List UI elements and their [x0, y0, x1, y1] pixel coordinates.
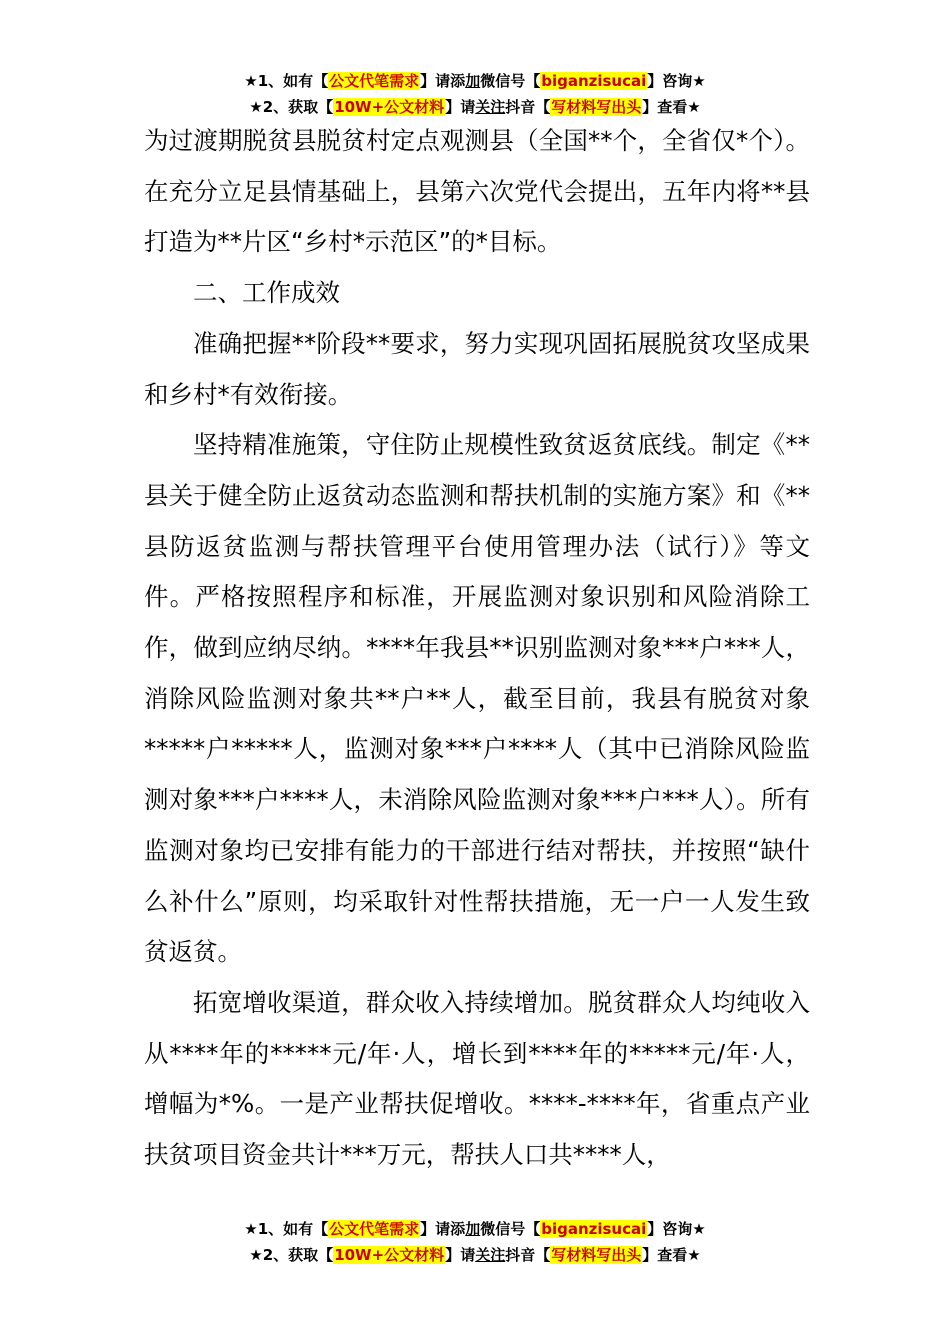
banner-line-1: ★1、如有【公文代笔需求】请添加微信号【biganzisucai】咨询★ — [244, 1220, 706, 1238]
section-heading: 二、工作成效 — [193, 278, 340, 308]
paragraph: 坚持精准施策，守住防止规模性致贫返贫底线。制定《**县关于健全防止返贫动态监测和帮扶机制的实施方案》和《**县防返贫监测与帮扶管理平台使用管理办法（试行）》等文件。严格按照程序和标准，开展监测对象识别和风险消除工作，做到应纳尽纳。****年我县**识别监测对象***户***人，消除风险监测对象共**户**人，截至目前，我县有脱贫对象*****户*****人，监测对象***户****人（其中已消除风险监测对象***户****人，未消除风险监测对象***户***人）。所有监测对象均已安排有能力的干部进行结对帮扶，并按照“缺什么补什么”原则，均采取针对性帮扶措施，无一户一人发生致贫返贫。 — [144, 430, 810, 967]
highlight-douyin: 写材料写出头 — [551, 98, 642, 116]
highlight-materials: 10W+公文材料 — [334, 1246, 445, 1264]
highlight-materials: 10W+公文材料 — [334, 98, 445, 116]
highlight-service: 公文代笔需求 — [329, 72, 420, 90]
highlight-wechat-id: biganzisucai — [541, 1220, 647, 1238]
highlight-douyin: 写材料写出头 — [551, 1246, 642, 1264]
banner-line-1: ★1、如有【公文代笔需求】请添加微信号【biganzisucai】咨询★ — [244, 72, 706, 90]
paragraph-continued: 为过渡期脱贫县脱贫村定点观测县（全国**个，全省仅*个）。在充分立足县情基础上，县第六次党代会提出，五年内将**县打造为**片区“乡村*示范区”的*目标。 — [144, 126, 810, 257]
highlight-wechat-id: biganzisucai — [541, 72, 647, 90]
document-body — [144, 116, 810, 1181]
paragraph: 拓宽增收渠道，群众收入持续增加。脱贫群众人均纯收入从****年的*****元/年·人，增长到****年的*****元/年·人，增幅为*%。一是产业帮扶促增收。****-****年，省重点产业扶贫项目资金共计***万元，帮扶人口共****人， — [144, 987, 810, 1170]
banner-line-2: ★2、获取【10W+公文材料】请关注抖音【写材料写出头】查看★ — [249, 1246, 701, 1264]
header-banner — [0, 68, 950, 120]
footer-banner — [0, 1216, 950, 1268]
paragraph: 准确把握**阶段**要求，努力实现巩固拓展脱贫攻坚成果和乡村*有效衔接。 — [144, 328, 810, 409]
banner-line-2: ★2、获取【10W+公文材料】请关注抖音【写材料写出头】查看★ — [249, 98, 701, 116]
highlight-service: 公文代笔需求 — [329, 1220, 420, 1238]
